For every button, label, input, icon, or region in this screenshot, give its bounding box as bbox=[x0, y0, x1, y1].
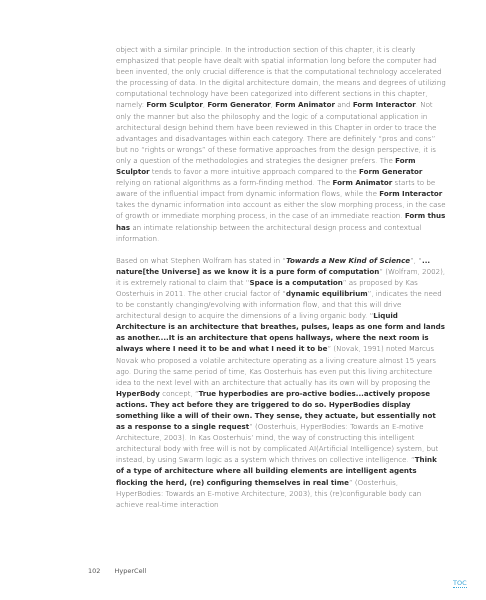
paragraph-1 bbox=[116, 44, 446, 244]
body-run: takes the dynamic information into account as either the slow morphing process, in the case of growth or immediate morphing process, in the case of an immediate reaction. bbox=[116, 200, 446, 221]
body-run: ” (Novak, 1991) noted Marcus Novak who proposed a volatile architecture operating as a living creature almost 15 years ago. During the same period of time, Kas Oosterhuis has even put this living architecture idea to the next level with an architecture that actually has its own will by proposing the bbox=[116, 344, 437, 387]
emphasis-text: dynamic equilibrium bbox=[285, 288, 368, 298]
body-run: starts to be aware of the influential impact from dynamic information flows, while the bbox=[116, 178, 436, 199]
emphasis-text: ... nature[the Universe] as we know it is a pure form of computation bbox=[116, 255, 431, 276]
paragraph-2 bbox=[116, 255, 446, 510]
body-run: Based on what Stephen Wolfram has stated in “ bbox=[116, 255, 287, 265]
emphasis-text: Form Animator bbox=[275, 100, 335, 110]
body-run: ” (Oosterhuis, HyperBodies: Towards an E-motive Architecture, 2003), this (re)configurable body can achieve real-time interaction bbox=[116, 477, 422, 509]
body-run: , bbox=[202, 100, 208, 110]
body-run: concept, “ bbox=[159, 388, 199, 398]
emphasis-text: Form Sculptor bbox=[116, 155, 416, 177]
emphasis-text: Form Generator bbox=[207, 100, 271, 110]
emphasis-text: Form Interactor bbox=[352, 100, 416, 110]
book-title: HyperCell bbox=[114, 567, 147, 575]
emphasis-text: Form Sculptor bbox=[146, 100, 203, 110]
body-text bbox=[116, 44, 446, 510]
body-run: ” (Wolfram, 2002), it is extremely rational to claim that “ bbox=[116, 266, 446, 287]
body-run: ” (Oosterhuis, HyperBodies: Towards an E-motive Architecture, 2003). In Kas Oosterhuis’ mind, the way of constructing this intelligent architectural body with free will is not by complicated AI(Artificial Intelligence) system, but instead, by using Swarm logic as a system which thrives on collective intelligence. “ bbox=[116, 422, 439, 465]
emphasis-text: Towards a New Kind of Science bbox=[286, 255, 411, 265]
emphasis-text: Form Animator bbox=[332, 178, 393, 188]
page-number: 102 bbox=[88, 567, 101, 575]
body-run: , bbox=[270, 100, 276, 110]
emphasis-text: Form Generator bbox=[359, 167, 423, 177]
body-run: ”, “ bbox=[410, 255, 422, 265]
emphasis-text: Form thus has bbox=[116, 211, 446, 232]
body-run: object with a similar principle. In the introduction section of this chapter, it is clearly emphasized that people have dealt with spatial information long before the computer had been invented, the only crucial difference is that the computational technology accelerated the processing of data. In the digital architecture domain, the means and degrees of utilizing computational technology have been categorized into different sections in this chapter, namely: bbox=[116, 45, 446, 110]
page-footer bbox=[88, 567, 146, 575]
emphasis-text: Form Interactor bbox=[379, 189, 443, 199]
body-run: ” as proposed by Kas Oosterhuis in 2011. The other crucial factor of “ bbox=[116, 277, 418, 298]
body-run: and bbox=[334, 100, 353, 110]
emphasis-text: Liquid Architecture is an architecture that breathes, pulses, leaps as one form and lands as another....It is an architecture that opens hallways, where the next room is always where I need it to be and what I need it to be bbox=[116, 311, 445, 354]
emphasis-text: Think of a type of architecture where all building elements are intelligent agents flocking the herd, (re) configuring themselves in real time bbox=[116, 455, 437, 487]
emphasis-text: HyperBody bbox=[116, 388, 160, 398]
toc-link[interactable]: TOC bbox=[453, 579, 467, 587]
body-run: tends to favor a more intuitive approach compared to the bbox=[149, 167, 360, 177]
body-run: ”, indicates the need to be constantly changing/evolving with information flow, and that this will drive architectural design to acquire the dimensions of a living organic body. “ bbox=[116, 288, 442, 321]
body-run: an intimate relationship between the architectural design process and contextual information. bbox=[116, 222, 422, 243]
body-run: . Not only the manner but also the philosophy and the logic of a computational application in architectural design behind them have been reviewed in this Chapter in order to trace the advantages and disadvantages within each category. There are definitely “pros and cons” but no “rights or wrongs” of these formative approaches from the design perspective, it is only a question of the methodologies and strategies the designer prefers. The bbox=[116, 100, 437, 165]
emphasis-text: Space is a computation bbox=[249, 277, 343, 287]
body-run: relying on rational algorithms as a form-finding method. The bbox=[116, 178, 333, 188]
emphasis-text: True hyperbodies are pro-active bodies...actively propose actions. They act before they are triggered to do so. HyperBodies display something like a will of their own. They sense, they actuate, but essentially not as a response to a single request bbox=[116, 388, 436, 432]
